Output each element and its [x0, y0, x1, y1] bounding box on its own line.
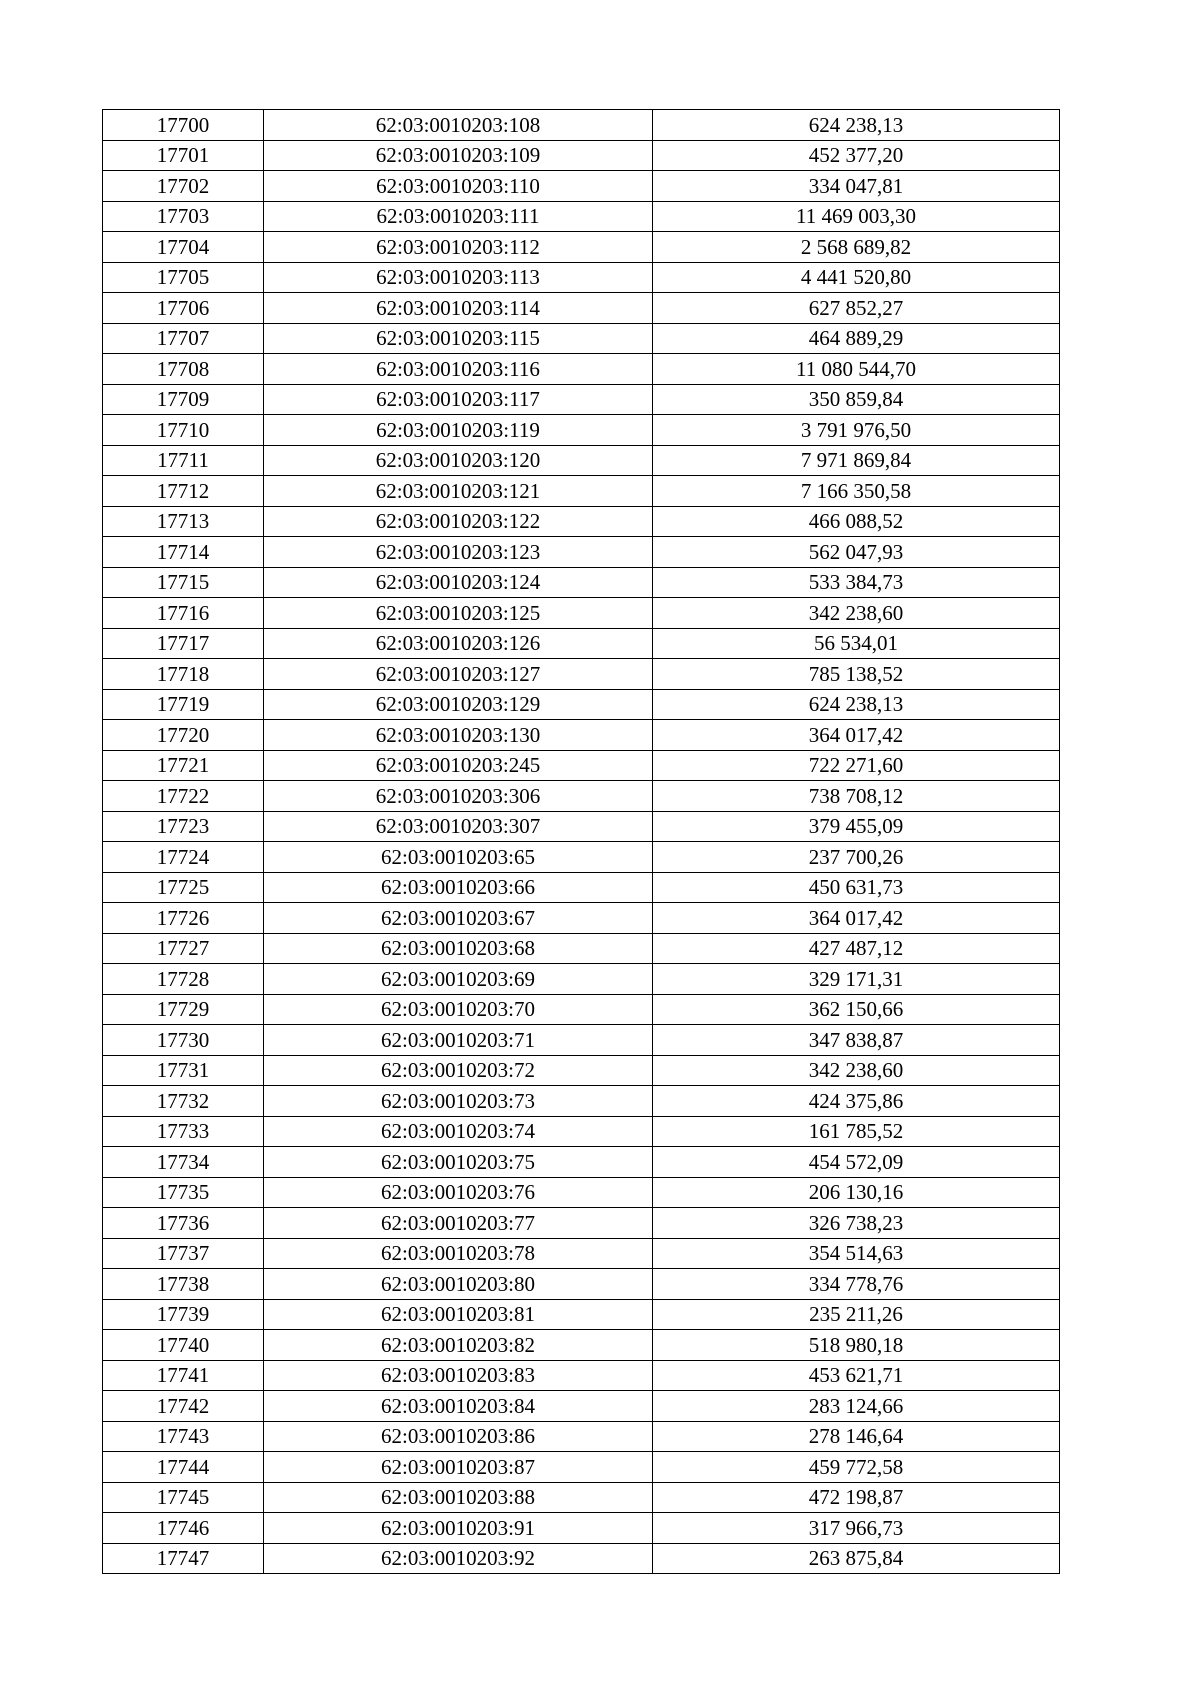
cadastral-value-cell: 452 377,20 [653, 140, 1060, 171]
cadastral-value-cell: 785 138,52 [653, 659, 1060, 690]
cadastral-number-cell: 62:03:0010203:75 [264, 1147, 653, 1178]
cadastral-number-cell: 62:03:0010203:114 [264, 293, 653, 324]
row-number-cell: 17731 [103, 1055, 264, 1086]
table-row [103, 415, 1060, 446]
cadastral-value-cell: 427 487,12 [653, 933, 1060, 964]
cadastral-value-cell: 283 124,66 [653, 1391, 1060, 1422]
row-number-cell: 17730 [103, 1025, 264, 1056]
table-row [103, 1086, 1060, 1117]
table-row [103, 811, 1060, 842]
row-number-cell: 17728 [103, 964, 264, 995]
cadastral-value-cell: 11 080 544,70 [653, 354, 1060, 385]
cadastral-value-table [102, 109, 1060, 1574]
cadastral-number-cell: 62:03:0010203:115 [264, 323, 653, 354]
cadastral-number-cell: 62:03:0010203:80 [264, 1269, 653, 1300]
cadastral-number-cell: 62:03:0010203:122 [264, 506, 653, 537]
row-number-cell: 17720 [103, 720, 264, 751]
table-row [103, 1269, 1060, 1300]
cadastral-number-cell: 62:03:0010203:87 [264, 1452, 653, 1483]
cadastral-number-cell: 62:03:0010203:127 [264, 659, 653, 690]
table-row [103, 506, 1060, 537]
cadastral-value-cell: 518 980,18 [653, 1330, 1060, 1361]
cadastral-value-cell: 317 966,73 [653, 1513, 1060, 1544]
cadastral-value-cell: 379 455,09 [653, 811, 1060, 842]
table-row [103, 598, 1060, 629]
row-number-cell: 17744 [103, 1452, 264, 1483]
row-number-cell: 17726 [103, 903, 264, 934]
row-number-cell: 17725 [103, 872, 264, 903]
row-number-cell: 17709 [103, 384, 264, 415]
cadastral-value-cell: 235 211,26 [653, 1299, 1060, 1330]
row-number-cell: 17717 [103, 628, 264, 659]
row-number-cell: 17732 [103, 1086, 264, 1117]
cadastral-number-cell: 62:03:0010203:109 [264, 140, 653, 171]
cadastral-number-cell: 62:03:0010203:70 [264, 994, 653, 1025]
cadastral-value-cell: 206 130,16 [653, 1177, 1060, 1208]
table-row [103, 1330, 1060, 1361]
cadastral-value-cell: 350 859,84 [653, 384, 1060, 415]
cadastral-value-cell: 464 889,29 [653, 323, 1060, 354]
row-number-cell: 17736 [103, 1208, 264, 1239]
table-row [103, 750, 1060, 781]
cadastral-number-cell: 62:03:0010203:88 [264, 1482, 653, 1513]
table-row [103, 994, 1060, 1025]
cadastral-number-cell: 62:03:0010203:130 [264, 720, 653, 751]
row-number-cell: 17701 [103, 140, 264, 171]
row-number-cell: 17718 [103, 659, 264, 690]
cadastral-value-cell: 334 778,76 [653, 1269, 1060, 1300]
table-row [103, 903, 1060, 934]
cadastral-value-cell: 263 875,84 [653, 1543, 1060, 1574]
table-row [103, 1025, 1060, 1056]
cadastral-value-cell: 627 852,27 [653, 293, 1060, 324]
table-row [103, 1513, 1060, 1544]
table-row [103, 171, 1060, 202]
table-row [103, 1421, 1060, 1452]
cadastral-value-cell: 364 017,42 [653, 720, 1060, 751]
table-row [103, 476, 1060, 507]
cadastral-number-cell: 62:03:0010203:112 [264, 232, 653, 263]
cadastral-value-cell: 329 171,31 [653, 964, 1060, 995]
cadastral-value-cell: 326 738,23 [653, 1208, 1060, 1239]
row-number-cell: 17729 [103, 994, 264, 1025]
cadastral-number-cell: 62:03:0010203:67 [264, 903, 653, 934]
row-number-cell: 17746 [103, 1513, 264, 1544]
row-number-cell: 17710 [103, 415, 264, 446]
cadastral-number-cell: 62:03:0010203:126 [264, 628, 653, 659]
table-row [103, 1299, 1060, 1330]
cadastral-value-cell: 364 017,42 [653, 903, 1060, 934]
table-row [103, 1055, 1060, 1086]
cadastral-value-cell: 347 838,87 [653, 1025, 1060, 1056]
row-number-cell: 17742 [103, 1391, 264, 1422]
cadastral-number-cell: 62:03:0010203:125 [264, 598, 653, 629]
cadastral-number-cell: 62:03:0010203:72 [264, 1055, 653, 1086]
cadastral-number-cell: 62:03:0010203:65 [264, 842, 653, 873]
cadastral-value-cell: 472 198,87 [653, 1482, 1060, 1513]
cadastral-number-cell: 62:03:0010203:78 [264, 1238, 653, 1269]
table-row [103, 140, 1060, 171]
table-row [103, 384, 1060, 415]
cadastral-value-cell: 7 971 869,84 [653, 445, 1060, 476]
row-number-cell: 17747 [103, 1543, 264, 1574]
row-number-cell: 17714 [103, 537, 264, 568]
table-row [103, 1177, 1060, 1208]
row-number-cell: 17723 [103, 811, 264, 842]
row-number-cell: 17722 [103, 781, 264, 812]
cadastral-number-cell: 62:03:0010203:110 [264, 171, 653, 202]
row-number-cell: 17704 [103, 232, 264, 263]
cadastral-number-cell: 62:03:0010203:113 [264, 262, 653, 293]
row-number-cell: 17745 [103, 1482, 264, 1513]
cadastral-number-cell: 62:03:0010203:124 [264, 567, 653, 598]
table-row [103, 1238, 1060, 1269]
cadastral-number-cell: 62:03:0010203:120 [264, 445, 653, 476]
row-number-cell: 17719 [103, 689, 264, 720]
table-row [103, 933, 1060, 964]
row-number-cell: 17706 [103, 293, 264, 324]
table-row [103, 1543, 1060, 1574]
row-number-cell: 17743 [103, 1421, 264, 1452]
cadastral-number-cell: 62:03:0010203:108 [264, 110, 653, 141]
table-body [103, 110, 1060, 1574]
cadastral-value-cell: 454 572,09 [653, 1147, 1060, 1178]
row-number-cell: 17735 [103, 1177, 264, 1208]
table-row [103, 1391, 1060, 1422]
table-row [103, 872, 1060, 903]
cadastral-number-cell: 62:03:0010203:119 [264, 415, 653, 446]
cadastral-value-cell: 450 631,73 [653, 872, 1060, 903]
row-number-cell: 17740 [103, 1330, 264, 1361]
table-row [103, 1147, 1060, 1178]
cadastral-number-cell: 62:03:0010203:69 [264, 964, 653, 995]
cadastral-value-cell: 354 514,63 [653, 1238, 1060, 1269]
cadastral-value-cell: 56 534,01 [653, 628, 1060, 659]
row-number-cell: 17734 [103, 1147, 264, 1178]
cadastral-number-cell: 62:03:0010203:117 [264, 384, 653, 415]
table-row [103, 1452, 1060, 1483]
row-number-cell: 17737 [103, 1238, 264, 1269]
cadastral-value-cell: 161 785,52 [653, 1116, 1060, 1147]
table-row [103, 1360, 1060, 1391]
cadastral-value-cell: 362 150,66 [653, 994, 1060, 1025]
cadastral-value-cell: 3 791 976,50 [653, 415, 1060, 446]
cadastral-value-cell: 11 469 003,30 [653, 201, 1060, 232]
row-number-cell: 17721 [103, 750, 264, 781]
cadastral-value-cell: 2 568 689,82 [653, 232, 1060, 263]
cadastral-value-cell: 722 271,60 [653, 750, 1060, 781]
row-number-cell: 17711 [103, 445, 264, 476]
cadastral-number-cell: 62:03:0010203:245 [264, 750, 653, 781]
table-row [103, 110, 1060, 141]
table-row [103, 445, 1060, 476]
table-row [103, 1116, 1060, 1147]
cadastral-number-cell: 62:03:0010203:73 [264, 1086, 653, 1117]
cadastral-value-cell: 4 441 520,80 [653, 262, 1060, 293]
row-number-cell: 17741 [103, 1360, 264, 1391]
table-row [103, 323, 1060, 354]
table-row [103, 964, 1060, 995]
row-number-cell: 17715 [103, 567, 264, 598]
table-row [103, 262, 1060, 293]
row-number-cell: 17739 [103, 1299, 264, 1330]
table-row [103, 1482, 1060, 1513]
row-number-cell: 17727 [103, 933, 264, 964]
cadastral-number-cell: 62:03:0010203:116 [264, 354, 653, 385]
table-row [103, 201, 1060, 232]
table-row [103, 567, 1060, 598]
cadastral-value-cell: 624 238,13 [653, 110, 1060, 141]
cadastral-value-cell: 459 772,58 [653, 1452, 1060, 1483]
cadastral-number-cell: 62:03:0010203:74 [264, 1116, 653, 1147]
table-row [103, 689, 1060, 720]
cadastral-number-cell: 62:03:0010203:92 [264, 1543, 653, 1574]
cadastral-number-cell: 62:03:0010203:306 [264, 781, 653, 812]
row-number-cell: 17708 [103, 354, 264, 385]
row-number-cell: 17716 [103, 598, 264, 629]
cadastral-value-cell: 424 375,86 [653, 1086, 1060, 1117]
cadastral-value-cell: 334 047,81 [653, 171, 1060, 202]
cadastral-number-cell: 62:03:0010203:66 [264, 872, 653, 903]
table-row [103, 720, 1060, 751]
cadastral-value-cell: 237 700,26 [653, 842, 1060, 873]
table-row [103, 781, 1060, 812]
cadastral-number-cell: 62:03:0010203:68 [264, 933, 653, 964]
table-row [103, 1208, 1060, 1239]
cadastral-number-cell: 62:03:0010203:76 [264, 1177, 653, 1208]
cadastral-number-cell: 62:03:0010203:123 [264, 537, 653, 568]
row-number-cell: 17712 [103, 476, 264, 507]
cadastral-value-cell: 533 384,73 [653, 567, 1060, 598]
cadastral-number-cell: 62:03:0010203:86 [264, 1421, 653, 1452]
cadastral-value-cell: 466 088,52 [653, 506, 1060, 537]
row-number-cell: 17738 [103, 1269, 264, 1300]
table-row [103, 842, 1060, 873]
cadastral-value-cell: 342 238,60 [653, 1055, 1060, 1086]
row-number-cell: 17702 [103, 171, 264, 202]
cadastral-number-cell: 62:03:0010203:83 [264, 1360, 653, 1391]
cadastral-value-cell: 7 166 350,58 [653, 476, 1060, 507]
cadastral-value-cell: 342 238,60 [653, 598, 1060, 629]
cadastral-number-cell: 62:03:0010203:84 [264, 1391, 653, 1422]
cadastral-number-cell: 62:03:0010203:129 [264, 689, 653, 720]
table-row [103, 293, 1060, 324]
row-number-cell: 17707 [103, 323, 264, 354]
table-row [103, 537, 1060, 568]
row-number-cell: 17713 [103, 506, 264, 537]
cadastral-number-cell: 62:03:0010203:121 [264, 476, 653, 507]
cadastral-number-cell: 62:03:0010203:307 [264, 811, 653, 842]
cadastral-number-cell: 62:03:0010203:111 [264, 201, 653, 232]
cadastral-number-cell: 62:03:0010203:77 [264, 1208, 653, 1239]
table-row [103, 659, 1060, 690]
cadastral-number-cell: 62:03:0010203:71 [264, 1025, 653, 1056]
row-number-cell: 17700 [103, 110, 264, 141]
row-number-cell: 17703 [103, 201, 264, 232]
table-row [103, 232, 1060, 263]
cadastral-number-cell: 62:03:0010203:91 [264, 1513, 653, 1544]
cadastral-value-cell: 562 047,93 [653, 537, 1060, 568]
cadastral-value-cell: 278 146,64 [653, 1421, 1060, 1452]
table-row [103, 354, 1060, 385]
row-number-cell: 17724 [103, 842, 264, 873]
row-number-cell: 17705 [103, 262, 264, 293]
cadastral-number-cell: 62:03:0010203:82 [264, 1330, 653, 1361]
table-row [103, 628, 1060, 659]
cadastral-value-cell: 738 708,12 [653, 781, 1060, 812]
cadastral-value-cell: 624 238,13 [653, 689, 1060, 720]
cadastral-number-cell: 62:03:0010203:81 [264, 1299, 653, 1330]
row-number-cell: 17733 [103, 1116, 264, 1147]
cadastral-value-cell: 453 621,71 [653, 1360, 1060, 1391]
